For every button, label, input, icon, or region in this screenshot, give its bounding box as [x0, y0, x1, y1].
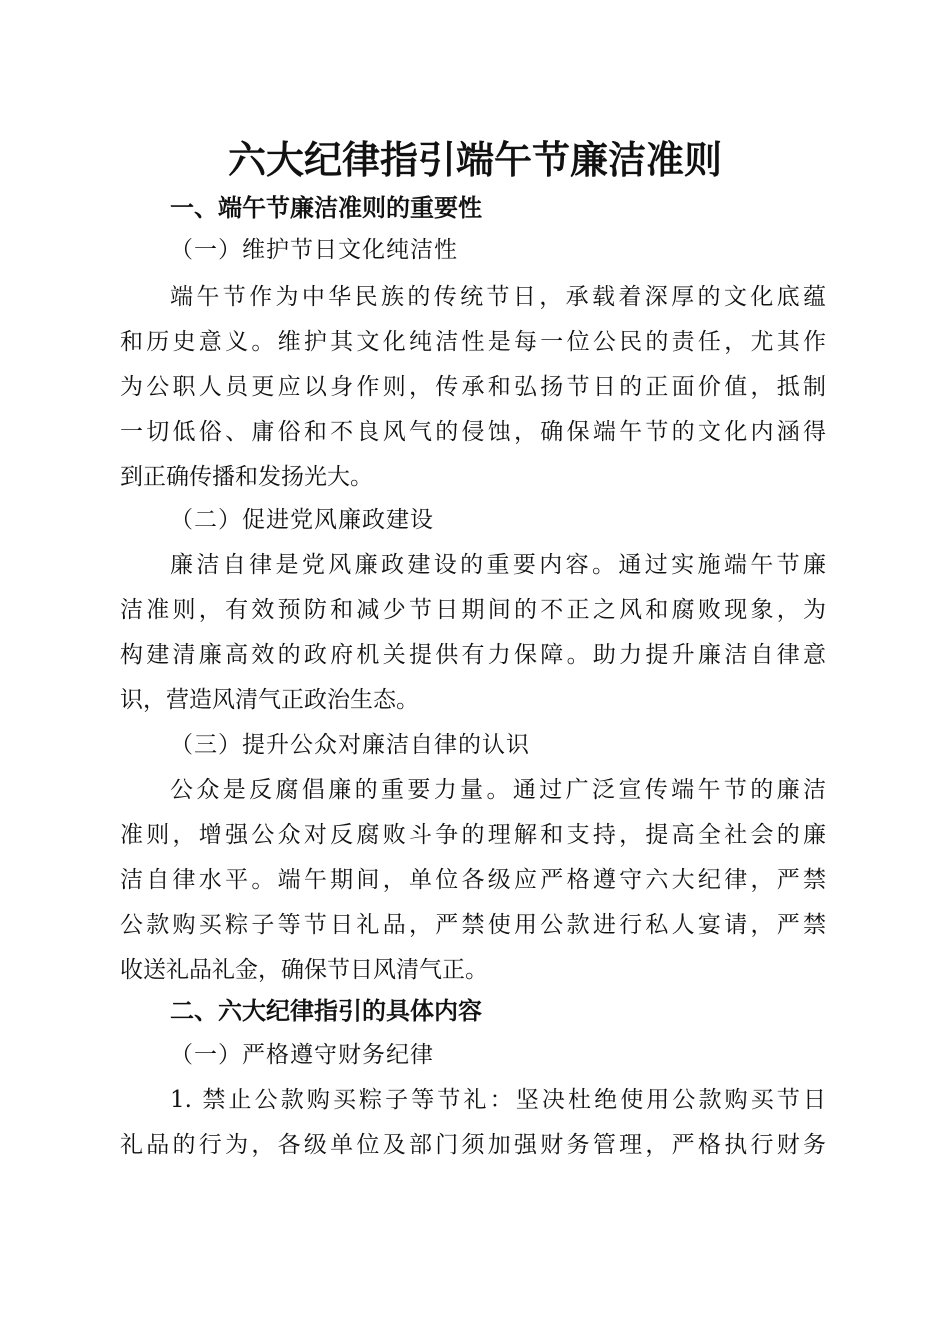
subsection-heading-1-3: （三）提升公众对廉洁自律的认识	[170, 732, 530, 758]
paragraph-line: 为公职人员更应以身作则，传承和弘扬节日的正面价值，抵制	[120, 374, 826, 400]
subsection-heading-2-1: （一）严格遵守财务纪律	[170, 1042, 434, 1068]
paragraph-line: 1. 禁止公款购买粽子等节礼：坚决杜绝使用公款购买节日	[170, 1087, 826, 1113]
subsection-heading-1-1: （一）维护节日文化纯洁性	[170, 237, 458, 263]
paragraph-1-3	[120, 768, 826, 993]
paragraph-line: 端午节作为中华民族的传统节日，承载着深厚的文化底蕴	[170, 284, 826, 310]
paragraph-line: 公款购买粽子等节日礼品，严禁使用公款进行私人宴请，严禁	[120, 912, 826, 938]
paragraph-line: 公众是反腐倡廉的重要力量。通过广泛宣传端午节的廉洁	[170, 777, 826, 803]
paragraph-2-1	[120, 1078, 826, 1168]
section-heading-2: 二、六大纪律指引的具体内容	[170, 997, 482, 1025]
paragraph-line: 洁自律水平。端午期间，单位各级应严格遵守六大纪律，严禁	[120, 867, 826, 893]
subsection-heading-1-2: （二）促进党风廉政建设	[170, 507, 434, 533]
paragraph-1-2	[120, 543, 826, 723]
paragraph-line: 一切低俗、庸俗和不良风气的侵蚀，确保端午节的文化内涵得	[120, 419, 826, 445]
section-heading-1: 一、端午节廉洁准则的重要性	[170, 194, 482, 222]
paragraph-line: 收送礼品礼金，确保节日风清气正。	[120, 957, 488, 983]
paragraph-line: 识，营造风清气正政治生态。	[120, 687, 419, 713]
paragraph-line: 廉洁自律是党风廉政建设的重要内容。通过实施端午节廉	[170, 552, 826, 578]
paragraph-1-1	[120, 275, 826, 500]
paragraph-line: 洁准则，有效预防和减少节日期间的不正之风和腐败现象，为	[120, 597, 826, 623]
paragraph-line: 到正确传播和发扬光大。	[120, 464, 373, 490]
document-title: 六大纪律指引端午节廉洁准则	[227, 137, 722, 182]
paragraph-line: 准则，增强公众对反腐败斗争的理解和支持，提高全社会的廉	[120, 822, 826, 848]
paragraph-line: 和历史意义。维护其文化纯洁性是每一位公民的责任，尤其作	[120, 329, 826, 355]
paragraph-line: 构建清廉高效的政府机关提供有力保障。助力提升廉洁自律意	[120, 642, 826, 668]
paragraph-line: 礼品的行为，各级单位及部门须加强财务管理，严格执行财务	[120, 1132, 826, 1158]
